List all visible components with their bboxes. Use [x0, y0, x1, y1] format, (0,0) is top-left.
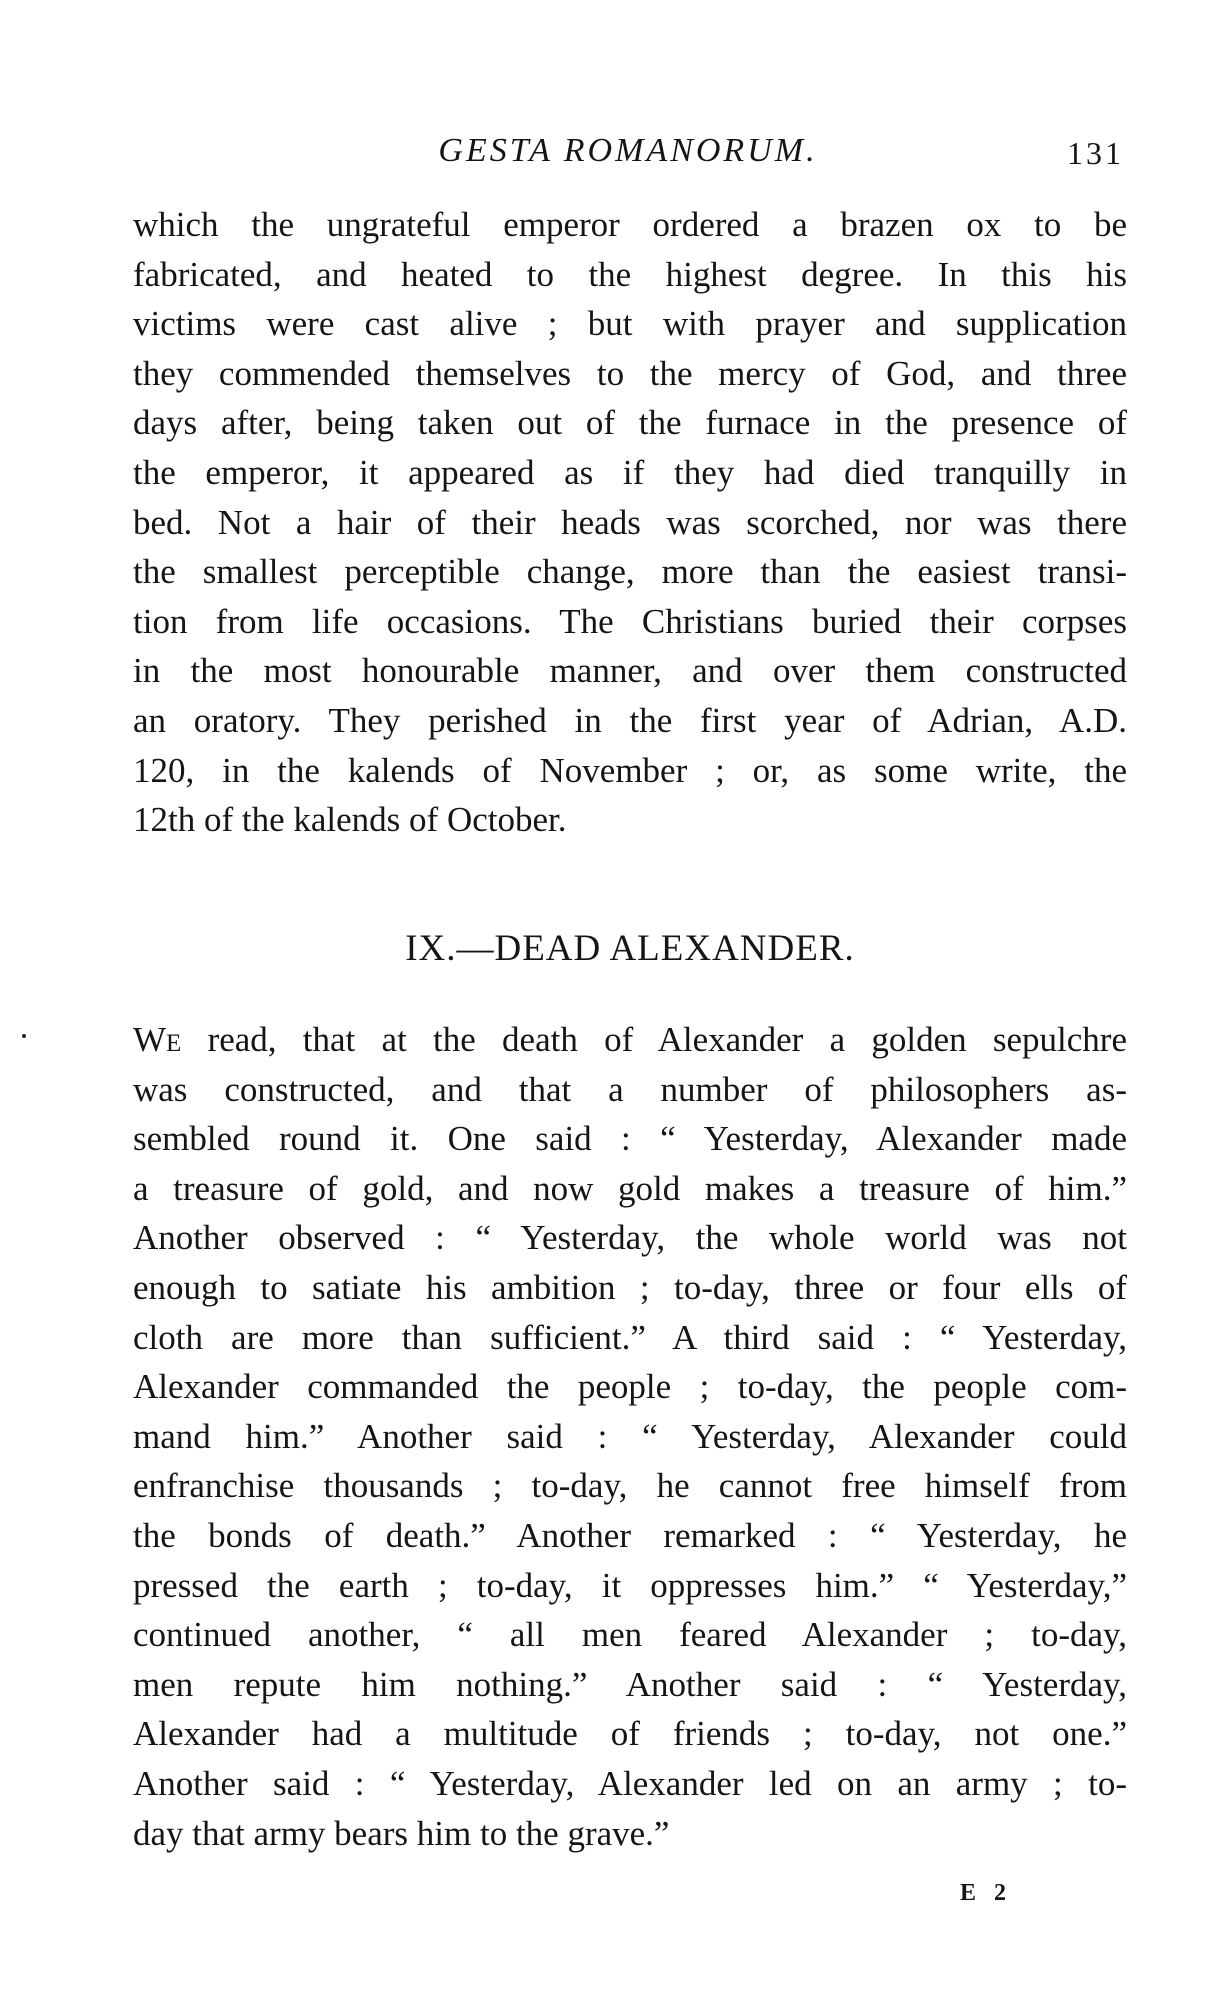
text-line: the smallest perceptible change, more than the easiest transi-: [133, 552, 1127, 592]
signature-mark: E 2: [960, 1880, 1013, 1906]
text-line: men repute him nothing.” Another said : “ Yesterday,: [133, 1664, 1127, 1704]
text-line: cloth are more than sufficient.” A third said : “ Yesterday,: [133, 1317, 1127, 1357]
section-paragraph: [133, 1015, 1127, 1858]
text-line: 120, in the kalends of November ; or, as some write, the: [133, 750, 1127, 790]
text-line: days after, being taken out of the furnace in the presence of: [133, 403, 1127, 443]
text-line: pressed the earth ; to-day, it oppresses him.” “ Yesterday,”: [133, 1565, 1127, 1605]
text-line: victims were cast alive ; but with prayer and supplication: [133, 304, 1127, 344]
text-line: which the ungrateful emperor ordered a brazen ox to be: [133, 205, 1127, 244]
text-line: Alexander had a multitude of friends ; to-day, not one.”: [133, 1714, 1127, 1754]
running-title: GESTA ROMANORUM.: [438, 132, 818, 169]
page-number: 131: [1067, 135, 1124, 171]
stray-ink-dot: [22, 1034, 26, 1038]
opening-word: We: [133, 1020, 182, 1059]
text-line: Another said : “ Yesterday, Alexander led on an army ; to-: [133, 1763, 1127, 1803]
text-line: sembled round it. One said : “ Yesterday, Alexander made: [133, 1119, 1127, 1159]
text-line: mand him.” Another said : “ Yesterday, Alexander could: [133, 1416, 1127, 1456]
text-line: they commended themselves to the mercy of God, and three: [133, 353, 1127, 393]
text-line: enough to satiate his ambition ; to-day, three or four ells of: [133, 1267, 1127, 1307]
text-line: the bonds of death.” Another remarked : “ Yesterday, he: [133, 1515, 1127, 1555]
running-head: [132, 126, 1124, 176]
text-line: bed. Not a hair of their heads was scorched, nor was there: [133, 502, 1127, 542]
text-line: was constructed, and that a number of philosophers as-: [133, 1069, 1127, 1109]
opening-line-text: read, that at the death of Alexander a golden sepulchre: [181, 1020, 1127, 1059]
text-line: tion from life occasions. The Christians buried their corpses: [133, 601, 1127, 641]
text-line: 12th of the kalends of October.: [133, 800, 567, 840]
section-heading: IX.—DEAD ALEXANDER.: [405, 928, 855, 969]
text-line: Alexander commanded the people ; to-day, the people com-: [133, 1367, 1127, 1407]
text-line: Another observed : “ Yesterday, the whole world was not: [133, 1218, 1127, 1258]
text-line: an oratory. They perished in the first year of Adrian, A.D.: [133, 700, 1127, 740]
text-line: continued another, “ all men feared Alexander ; to-day,: [133, 1615, 1127, 1655]
text-line: in the most honourable manner, and over them constructed: [133, 651, 1127, 691]
text-line: fabricated, and heated to the highest degree. In this his: [133, 254, 1127, 294]
text-line: day that army bears him to the grave.”: [133, 1813, 670, 1853]
first-paragraph: [133, 200, 1127, 845]
text-line: a treasure of gold, and now gold makes a treasure of him.”: [133, 1168, 1127, 1208]
text-line: the emperor, it appeared as if they had died tranquilly in: [133, 452, 1127, 492]
text-line: enfranchise thousands ; to-day, he cannot free himself from: [133, 1466, 1127, 1506]
text-line: [133, 1015, 1127, 1065]
